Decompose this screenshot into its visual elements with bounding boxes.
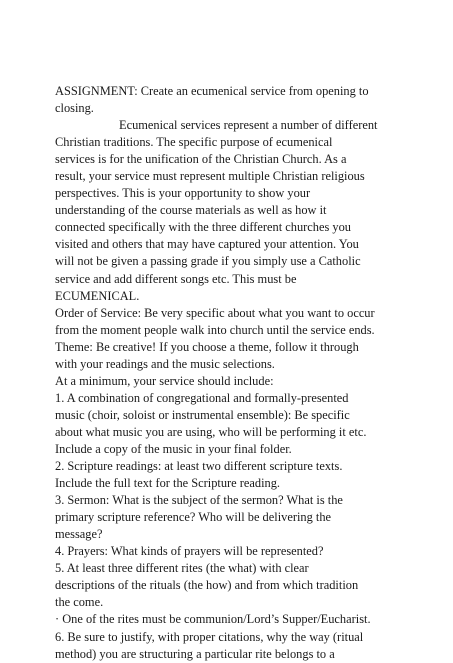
- text-line: ECUMENICAL.: [55, 288, 140, 303]
- text-line: Order of Service: Be very specific about what you want to occur: [55, 305, 375, 320]
- text-line: 3. Sermon: What is the subject of the sermon? What is the: [55, 493, 343, 508]
- text-line: music (choir, soloist or instrumental ensemble): Be specific: [55, 407, 350, 422]
- text-line: method) you are structuring a particular rite belongs to a: [55, 646, 335, 661]
- text-line: the come.: [55, 595, 104, 610]
- text-line: service and add different songs etc. This must be: [55, 271, 297, 286]
- text-line: ASSIGNMENT: Create an ecumenical service from opening to: [55, 84, 369, 98]
- text-line: 4. Prayers: What kinds of prayers will be represented?: [55, 544, 324, 559]
- text-line: descriptions of the rituals (the how) and from which tradition: [55, 578, 359, 593]
- text-line: Include a copy of the music in your final folder.: [55, 441, 292, 456]
- text-line-indented: [55, 117, 435, 134]
- text-line: Include the full text for the Scripture reading.: [55, 476, 281, 491]
- text-line: visited and others that may have captured your attention. You: [55, 237, 359, 252]
- text-line: will not be given a passing grade if you simply use a Catholic: [55, 254, 361, 269]
- assignment-text: [55, 83, 435, 663]
- text-line: services is for the unification of the Christian Church. As a: [55, 152, 347, 167]
- text-line: with your readings and the music selections.: [55, 356, 275, 371]
- text-line: 6. Be sure to justify, with proper citations, why the way (ritual: [55, 629, 364, 644]
- text-line: understanding of the course materials as well as how it: [55, 203, 327, 218]
- text-line-content: Ecumenical services represent a number of different: [119, 118, 378, 133]
- text-line: connected specifically with the three different churches you: [55, 220, 351, 235]
- text-line: 1. A combination of congregational and formally-presented: [55, 390, 349, 405]
- text-line: message?: [55, 527, 103, 542]
- text-line: result, your service must represent multiple Christian religious: [55, 169, 365, 184]
- text-line: about what music you are using, who will be performing it etc.: [55, 424, 367, 439]
- text-line: · One of the rites must be communion/Lord’s Supper/Eucharist.: [55, 612, 371, 627]
- text-line: from the moment people walk into church until the service ends.: [55, 322, 375, 337]
- text-line: 5. At least three different rites (the what) with clear: [55, 561, 309, 576]
- text-line: At a minimum, your service should include:: [55, 373, 274, 388]
- text-line: closing.: [55, 101, 94, 116]
- text-line: perspectives. This is your opportunity to show your: [55, 186, 311, 201]
- text-line: Christian traditions. The specific purpose of ecumenical: [55, 135, 333, 150]
- text-line: 2. Scripture readings: at least two different scripture texts.: [55, 459, 343, 474]
- text-line: primary scripture reference? Who will be delivering the: [55, 510, 332, 525]
- text-line: Theme: Be creative! If you choose a theme, follow it through: [55, 339, 359, 354]
